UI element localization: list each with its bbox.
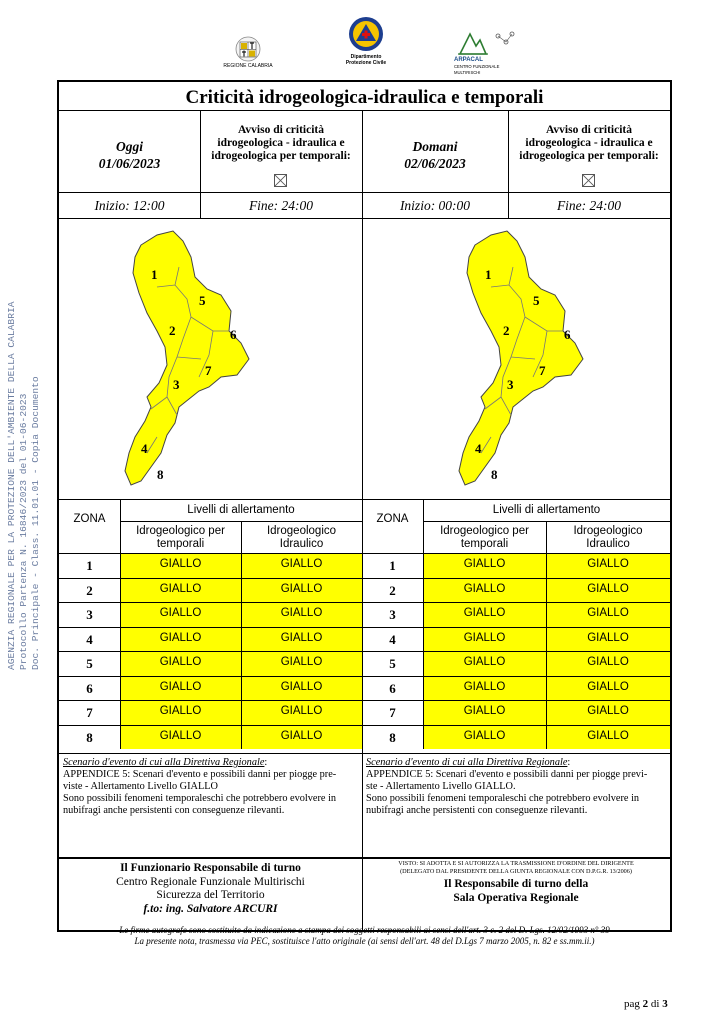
- table-row-level-idraulico: GIALLO: [280, 582, 323, 595]
- table-row-level-temporali: GIALLO: [463, 631, 506, 644]
- table-row-level-temporali: GIALLO: [463, 656, 506, 668]
- table-row-level-idraulico: GIALLO: [280, 680, 323, 693]
- map-zone-label-3: 3: [173, 377, 180, 392]
- table-row-zone: 5: [389, 656, 396, 671]
- left-col-idraulico-header-line-1: Idrogeologico: [266, 525, 337, 537]
- left-avviso: [200, 124, 362, 163]
- page-number-prefix: pag: [624, 998, 640, 1010]
- arpacal-sublabel: CENTRO FUNZIONALE MULTIRISCHI: [454, 64, 500, 75]
- right-avviso-line-2: idrogeologica - idraulica e: [525, 137, 653, 149]
- table-row-level-temporali: GIALLO: [159, 607, 202, 619]
- left-col-idraulico-header-line-2: Idraulico: [279, 538, 324, 550]
- left-scenario-line-2: viste - Allertamento Livello GIALLO: [63, 780, 218, 792]
- left-signature-line-2: Centro Regionale Funzionale Multirischi: [116, 875, 305, 888]
- map-zone-label-1: 1: [151, 267, 158, 282]
- left-signature-line-3: Sicurezza del Territorio: [156, 889, 265, 901]
- left-col-temporali-header-line-2: temporali: [156, 538, 205, 550]
- left-scenario-line-1: APPENDICE 5: Scenari d'evento e possibili danni per piogge pre-: [63, 768, 337, 780]
- table-row-zone: 1: [86, 558, 93, 573]
- right-scenario-line-2: ste - Allertamento Livello GIALLO.: [366, 780, 516, 792]
- table-row-level-idraulico: GIALLO: [280, 558, 323, 570]
- map-zone-label-5: 5: [199, 293, 206, 308]
- left-avviso-line-3: idrogeologica per temporali:: [211, 150, 351, 162]
- map-zone-label-4: 4: [475, 441, 482, 456]
- right-avviso: [508, 124, 670, 163]
- table-row-level-idraulico: GIALLO: [280, 729, 323, 742]
- left-end-time: Fine: 24:00: [248, 198, 314, 213]
- map-zone-label-1: 1: [485, 267, 492, 282]
- right-signature-block: [362, 860, 670, 905]
- table-row-zone: 6: [389, 680, 396, 696]
- right-end-time: Fine: 24:00: [556, 198, 622, 213]
- table-row-level-temporali: GIALLO: [159, 631, 202, 644]
- right-calabria-map: [451, 227, 621, 497]
- left-levels-header: Livelli di allertamento: [187, 504, 295, 516]
- map-zone-label-7: 7: [539, 363, 546, 378]
- arpacal-label: ARPACAL: [454, 57, 483, 63]
- left-calabria-map: [117, 227, 287, 497]
- page-title: Criticità idrogeologica-idraulica e temporali: [185, 87, 544, 108]
- table-row-level-idraulico: GIALLO: [587, 729, 629, 742]
- left-day-label: Oggi: [116, 139, 143, 154]
- right-day-label: Domani: [412, 139, 458, 154]
- table-row-zone: 8: [86, 729, 93, 745]
- table-row-zone: 4: [86, 631, 93, 647]
- left-signature-line-1: Il Funzionario Responsabile di turno: [120, 862, 301, 874]
- right-zona-header: ZONA: [376, 513, 409, 525]
- left-col-temporali-header: [120, 525, 241, 551]
- table-row-level-temporali: GIALLO: [463, 680, 506, 693]
- map-zone-label-2: 2: [503, 323, 510, 338]
- map-zone-label-7: 7: [205, 363, 212, 378]
- right-col-idraulico-header-line-1: Idrogeologico: [573, 525, 643, 537]
- footer-line-2: La presente nota, trasmessa via PEC, sostituisce l'atto originale (ai sensi dell'art. 48 del D.Lgs 7 marzo 2005, n. 82 e ss.mm.ii.): [134, 936, 595, 946]
- right-scenario-line-3: Sono possibili fenomeni temporaleschi che potrebbero evolvere in: [366, 792, 640, 804]
- side-stamp-line-1: AGENZIA REGIONALE PER LA PROTEZIONE DELL'AMBIENTE DELLA CALABRIA: [6, 301, 17, 670]
- footer-note: [57, 925, 672, 947]
- side-stamp-line-2: Protocollo Partenza N. 16846/2023 del 01-06-2023: [18, 393, 29, 670]
- table-row-level-temporali: GIALLO: [159, 558, 202, 570]
- right-col-idraulico-header-line-2: Idraulico: [586, 538, 630, 550]
- map-zone-label-6: 6: [564, 327, 571, 342]
- left-start-time: Inizio: 12:00: [94, 198, 165, 213]
- table-row-level-temporali: GIALLO: [463, 729, 506, 742]
- left-col-idraulico-header: [241, 525, 362, 551]
- map-zone-label-8: 8: [157, 467, 164, 482]
- table-row-zone: 4: [389, 631, 396, 647]
- table-row-zone: 2: [389, 582, 396, 598]
- right-visto-line-1: VISTO: SI ADOTTA E SI AUTORIZZA LA TRASMISSIONE D'ORDINE DEL DIRIGENTE: [398, 860, 634, 867]
- page-number-total: 3: [662, 998, 668, 1010]
- table-row-level-idraulico: GIALLO: [280, 705, 323, 717]
- table-row-level-idraulico: GIALLO: [280, 656, 323, 668]
- left-avviso-checkbox: [274, 174, 287, 187]
- map-zone-label-3: 3: [507, 377, 514, 392]
- left-scenario-line-4: nubifragi anche persistenti con conseguenze rilevanti.: [63, 804, 285, 816]
- left-scenario-title: Scenario d'evento di cui alla Direttiva Regionale: [63, 757, 265, 768]
- left-zona-header: ZONA: [73, 513, 106, 525]
- table-row-level-idraulico: GIALLO: [587, 631, 629, 644]
- regione-calabria-label: REGIONE CALABRIA: [223, 63, 273, 69]
- table-row-zone: 6: [86, 680, 93, 696]
- right-signature-line-1: Il Responsabile di turno della: [443, 878, 589, 890]
- side-stamp-line-3: Doc. Principale - Class. 11.01.01 - Copia Documento: [30, 376, 41, 670]
- table-row-level-temporali: GIALLO: [463, 582, 506, 595]
- right-day-block: [362, 138, 508, 172]
- table-row-zone: 7: [86, 705, 93, 720]
- map-zone-label-2: 2: [169, 323, 176, 338]
- table-row-level-idraulico: GIALLO: [280, 607, 323, 619]
- arpacal-logo: [454, 26, 518, 74]
- table-row-level-idraulico: GIALLO: [587, 582, 629, 595]
- footer-line-1: Le firme autografe sono sostituite da indicazione a stampa dei soggetti responsabili ai sensi dell'art. 3 c. 2 del D. Lgs. 12/02/1993 n° 39: [119, 925, 610, 935]
- table-row-level-temporali: GIALLO: [463, 558, 506, 570]
- table-row-level-temporali: GIALLO: [463, 607, 506, 619]
- table-row-level-temporali: GIALLO: [159, 729, 202, 742]
- table-row-level-idraulico: GIALLO: [587, 656, 629, 668]
- right-col-temporali-header-line-2: temporali: [460, 538, 509, 550]
- left-signature-name: f.to: ing. Salvatore ARCURI: [143, 902, 278, 915]
- right-scenario-line-1: APPENDICE 5: Scenari d'evento e possibili danni per piogge previ-: [366, 768, 648, 780]
- table-row-zone: 3: [86, 607, 93, 622]
- table-row-zone: 7: [389, 705, 396, 720]
- left-avviso-line-2: idrogeologica - idraulica e: [217, 137, 345, 149]
- right-scenario: [366, 757, 668, 817]
- protezione-civile-label: Protezione Civile: [345, 60, 387, 66]
- right-avviso-checkbox: [582, 174, 595, 187]
- map-zone-label-6: 6: [230, 327, 237, 342]
- dipartimento-label: Dipartimento: [350, 54, 382, 60]
- right-date: 02/06/2023: [404, 156, 466, 171]
- map-zone-label-8: 8: [491, 467, 498, 482]
- table-row-level-idraulico: GIALLO: [587, 705, 629, 717]
- right-levels-header: Livelli di allertamento: [492, 504, 601, 516]
- left-scenario-line-3: Sono possibili fenomeni temporaleschi che potrebbero evolvere in: [63, 792, 337, 804]
- map-zone-label-5: 5: [533, 293, 540, 308]
- table-row-zone: 5: [86, 656, 93, 671]
- table-row-level-temporali: GIALLO: [159, 705, 202, 717]
- left-avviso-line-1: Avviso di criticità: [237, 124, 325, 136]
- table-row-level-temporali: GIALLO: [159, 680, 202, 693]
- protocol-side-stamp: [0, 300, 60, 670]
- left-scenario-title-suffix: :: [264, 757, 268, 768]
- left-alert-table: [59, 499, 362, 753]
- table-row-zone: 3: [389, 607, 396, 622]
- table-row-level-temporali: GIALLO: [159, 582, 202, 595]
- table-row-level-idraulico: GIALLO: [587, 607, 629, 619]
- table-row-zone: 1: [389, 558, 396, 573]
- right-scenario-title-suffix: :: [567, 757, 571, 768]
- right-col-temporali-header-line-1: Idrogeologico per: [440, 525, 529, 537]
- regione-calabria-logo: [222, 34, 274, 74]
- right-scenario-title: Scenario d'evento di cui alla Direttiva Regionale: [366, 757, 568, 768]
- left-signature-block: [59, 862, 362, 916]
- right-scenario-line-4: nubifragi anche persistenti con conseguenze rilevanti.: [366, 804, 588, 816]
- left-scenario: [63, 757, 359, 817]
- table-row-level-idraulico: GIALLO: [280, 631, 323, 644]
- right-col-temporali-header: [423, 525, 546, 551]
- left-date: 01/06/2023: [98, 156, 161, 171]
- map-zone-label-4: 4: [141, 441, 148, 456]
- right-avviso-line-1: Avviso di criticità: [545, 124, 633, 136]
- table-row-zone: 2: [86, 582, 93, 598]
- right-avviso-line-3: idrogeologica per temporali:: [519, 150, 659, 162]
- table-row-level-idraulico: GIALLO: [587, 558, 629, 570]
- table-row-level-temporali: GIALLO: [463, 705, 506, 717]
- right-signature-line-2: Sala Operativa Regionale: [453, 891, 579, 904]
- table-row-zone: 8: [389, 729, 396, 745]
- protezione-civile-logo: [338, 14, 394, 70]
- page-number-current: 2: [642, 998, 649, 1010]
- bulletin-frame: [57, 80, 672, 932]
- table-row-level-temporali: GIALLO: [159, 656, 202, 668]
- right-col-idraulico-header: [546, 525, 670, 551]
- right-alert-table: [362, 499, 670, 753]
- left-day-block: [59, 138, 200, 172]
- right-visto-line-2: (DELEGATO DAL PRESIDENTE DELLA GIUNTA REGIONALE CON D.P.G.R. 13/2006): [400, 868, 632, 875]
- left-col-temporali-header-line-1: Idrogeologico per: [136, 525, 225, 537]
- right-start-time: Inizio: 00:00: [399, 198, 471, 213]
- page-number-sep: di: [650, 998, 660, 1010]
- page-number: [624, 998, 668, 1010]
- table-row-level-idraulico: GIALLO: [587, 680, 629, 693]
